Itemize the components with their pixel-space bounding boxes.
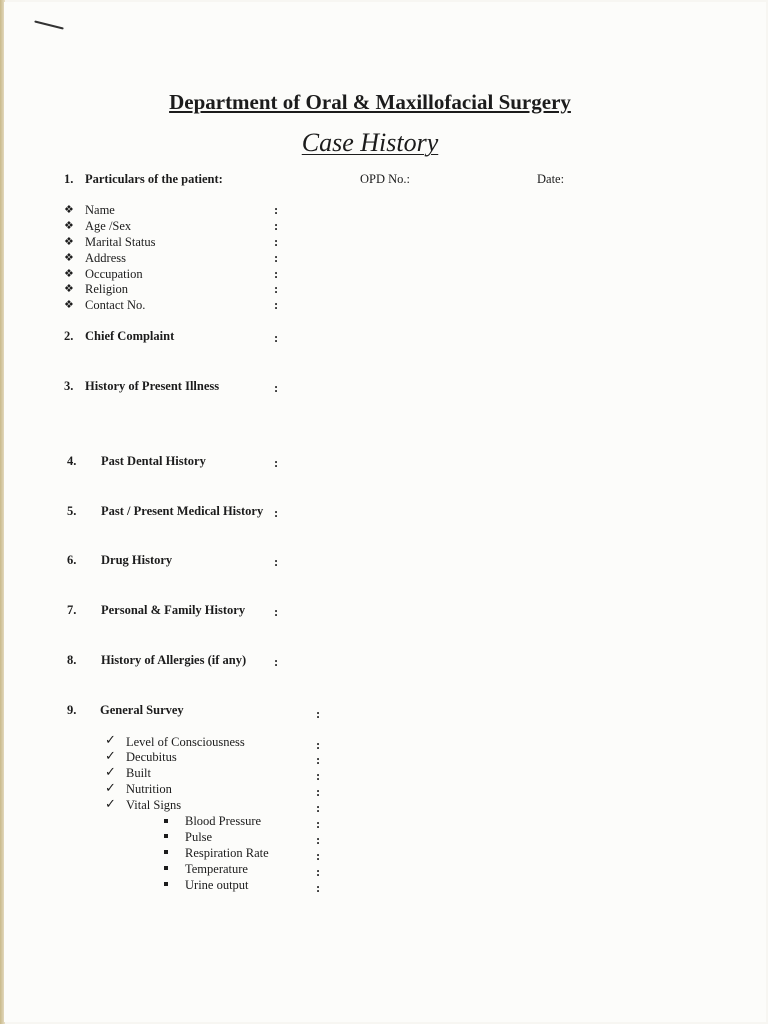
field-colon: : — [274, 251, 279, 265]
field-address-label: Address — [85, 251, 126, 265]
vital-colon: : — [316, 881, 321, 895]
check-icon: ✓ — [105, 780, 116, 795]
section-colon: : — [274, 605, 279, 619]
section-present-illness-title: History of Present Illness — [85, 379, 220, 393]
section-2-number: 2. — [64, 329, 74, 343]
survey-decubitus-label: Decubitus — [126, 750, 177, 764]
vital-colon: : — [316, 865, 321, 879]
section-past-dental-title: Past Dental History — [101, 454, 206, 468]
square-bullet-icon — [164, 834, 168, 838]
section-6-number: 6. — [67, 553, 77, 567]
square-bullet-icon — [164, 882, 168, 886]
section-7-number: 7. — [67, 603, 77, 617]
document-subtitle: Case History — [301, 128, 439, 157]
department-title: Department of Oral & Maxillofacial Surgery — [169, 90, 571, 114]
vital-colon: : — [316, 817, 321, 831]
field-name-label: Name — [85, 203, 115, 217]
field-colon: : — [274, 219, 279, 233]
vital-colon: : — [316, 849, 321, 863]
section-colon: : — [274, 506, 279, 520]
vital-urine-output-label: Urine output — [185, 878, 249, 892]
section-colon: : — [274, 331, 279, 345]
check-icon: ✓ — [105, 796, 116, 811]
field-colon: : — [274, 203, 279, 217]
field-age-sex-label: Age /Sex — [85, 219, 132, 233]
section-medical-history-title: Past / Present Medical History — [101, 504, 264, 518]
bullet-icon: ❖ — [64, 268, 74, 280]
field-colon: : — [274, 235, 279, 249]
survey-colon: : — [316, 738, 321, 752]
square-bullet-icon — [164, 850, 168, 854]
section-chief-complaint-title: Chief Complaint — [85, 329, 175, 343]
check-icon: ✓ — [105, 764, 116, 779]
survey-colon: : — [316, 801, 321, 815]
bullet-icon: ❖ — [64, 220, 74, 232]
field-contact-label: Contact No. — [85, 298, 146, 312]
survey-consciousness-label: Level of Consciousness — [126, 735, 245, 749]
pen-mark — [34, 20, 64, 29]
check-icon: ✓ — [105, 748, 116, 763]
bullet-icon: ❖ — [64, 299, 74, 311]
field-marital-status-label: Marital Status — [85, 235, 156, 249]
vital-colon: : — [316, 833, 321, 847]
paper-sheet — [4, 2, 766, 1022]
section-5-number: 5. — [67, 504, 77, 518]
bullet-icon: ❖ — [64, 204, 74, 216]
survey-colon: : — [316, 785, 321, 799]
field-occupation-label: Occupation — [85, 267, 143, 281]
field-colon: : — [274, 298, 279, 312]
section-4-number: 4. — [67, 454, 77, 468]
survey-colon: : — [316, 769, 321, 783]
opd-label: OPD No.: — [360, 172, 411, 186]
square-bullet-icon — [164, 819, 168, 823]
section-3-number: 3. — [64, 379, 74, 393]
section-colon: : — [274, 555, 279, 569]
bullet-icon: ❖ — [64, 236, 74, 248]
section-1-title: Particulars of the patient: — [85, 172, 223, 186]
bullet-icon: ❖ — [64, 283, 74, 295]
survey-nutrition-label: Nutrition — [126, 782, 172, 796]
field-religion-label: Religion — [85, 282, 129, 296]
section-8-number: 8. — [67, 653, 77, 667]
section-9-number: 9. — [67, 703, 77, 717]
square-bullet-icon — [164, 866, 168, 870]
date-label: Date: — [537, 172, 565, 186]
section-colon: : — [274, 381, 279, 395]
vital-blood-pressure-label: Blood Pressure — [185, 814, 262, 828]
section-general-survey-title: General Survey — [100, 703, 184, 717]
section-colon: : — [316, 707, 321, 721]
section-1-number: 1. — [64, 172, 74, 186]
vital-respiration-rate-label: Respiration Rate — [185, 846, 269, 860]
survey-vital-signs-label: Vital Signs — [126, 798, 182, 812]
section-drug-history-title: Drug History — [101, 553, 173, 567]
vital-pulse-label: Pulse — [185, 830, 213, 844]
section-allergies-title: History of Allergies (if any) — [101, 653, 247, 667]
survey-built-label: Built — [126, 766, 152, 780]
check-icon: ✓ — [105, 732, 116, 747]
section-family-history-title: Personal & Family History — [101, 603, 246, 617]
field-colon: : — [274, 282, 279, 296]
survey-colon: : — [316, 753, 321, 767]
field-colon: : — [274, 267, 279, 281]
section-colon: : — [274, 456, 279, 470]
vital-temperature-label: Temperature — [185, 862, 248, 876]
section-colon: : — [274, 655, 279, 669]
bullet-icon: ❖ — [64, 252, 74, 264]
